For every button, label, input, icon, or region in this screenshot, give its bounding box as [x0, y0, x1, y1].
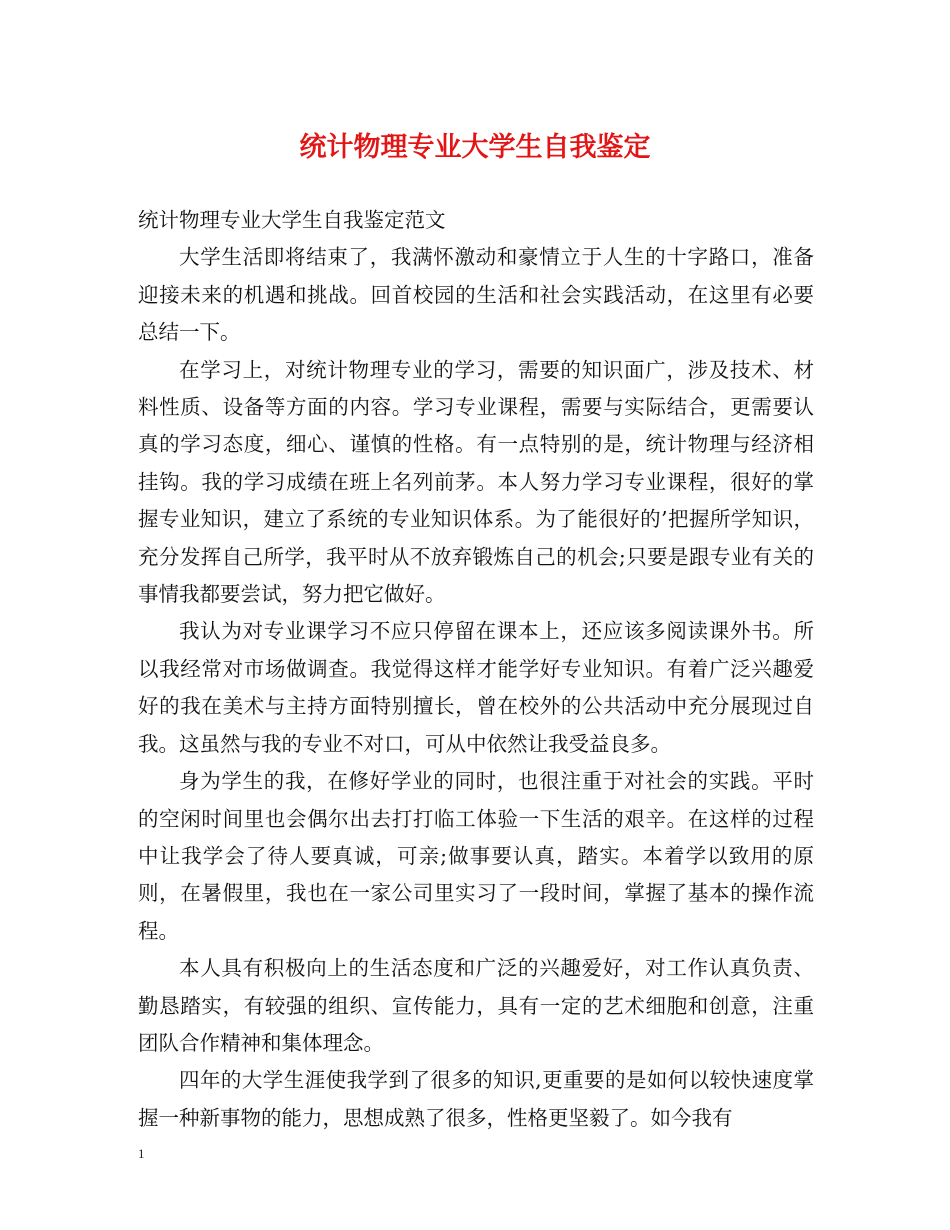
paragraph-2: 在学习上，对统计物理专业的学习，需要的知识面广，涉及技术、材料性质、设备等方面的内容。学习专业课程，需要与实际结合，更需要认真的学习态度，细心、谨慎的性格。有一点特别的是，统计物理与经济相挂钩。我的学习成绩在班上名列前茅。本人努力学习专业课程，很好的掌握专业知识，建立了系统的专业知识体系。为了能很好的’把握所学知识，充分发挥自己所学，我平时从不放弃锻炼自己的机会;只要是跟专业有关的事情我都要尝试，努力把它做好。: [138, 357, 814, 607]
document-title: 统计物理专业大学生自我鉴定: [299, 132, 651, 163]
paragraph-3: 我认为对专业课学习不应只停留在课本上，还应该多阅读课外书。所以我经常对市场做调查。我觉得这样才能学好专业知识。有着广泛兴趣爱好的我在美术与主持方面特别擅长，曾在校外的公共活动中充分展现过自我。这虽然与我的专业不对口，可从中依然让我受益良多。: [138, 619, 814, 756]
paragraph-1: 大学生活即将结束了，我满怀激动和豪情立于人生的十字路口，准备迎接未来的机遇和挑战。回首校园的生活和社会实践活动，在这里有必要总结一下。: [138, 245, 814, 345]
paragraph-6: 四年的大学生涯使我学到了很多的知识,更重要的是如何以较快速度掌握一种新事物的能力，思想成熟了很多，性格更坚毅了。如今我有: [138, 1068, 814, 1130]
document-subtitle: 统计物理专业大学生自我鉴定范文: [138, 208, 446, 232]
paragraph-5: 本人具有积极向上的生活态度和广泛的兴趣爱好，对工作认真负责、勤恳踏实，有较强的组织、宣传能力，具有一定的艺术细胞和创意，注重团队合作精神和集体理念。: [138, 956, 814, 1055]
paragraph-4: 身为学生的我，在修好学业的同时，也很注重于对社会的实践。平时的空闲时间里也会偶尔出去打打临工体验一下生活的艰辛。在这样的过程中让我学会了待人要真诚，可亲;做事要认真，踏实。本着学以致用的原则，在暑假里，我也在一家公司里实习了一段时间，掌握了基本的操作流程。: [138, 769, 814, 943]
page-number: 1: [138, 1146, 145, 1161]
document-body: [138, 202, 814, 1137]
